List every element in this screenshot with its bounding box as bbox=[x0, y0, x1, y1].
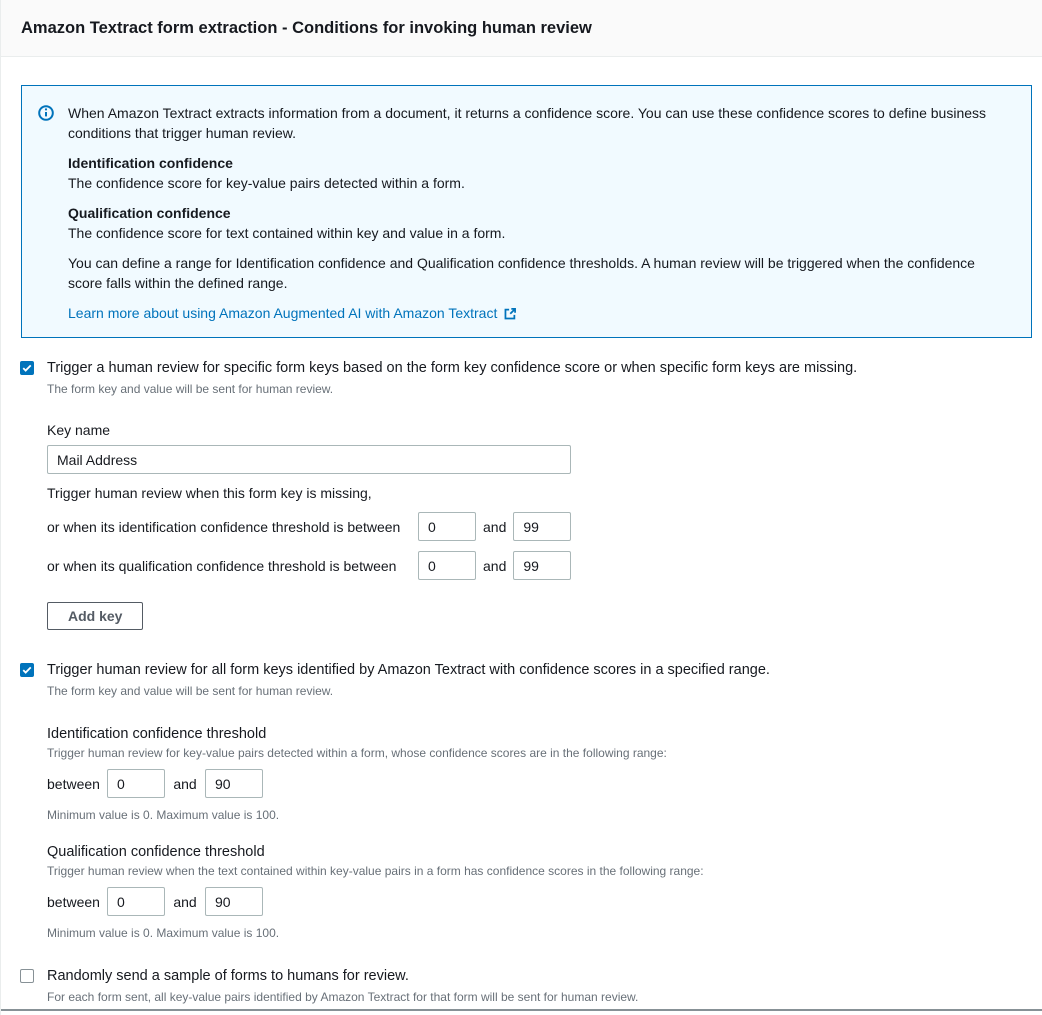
info-intro: When Amazon Textract extracts information from a document, it returns a confidence score. You can use these confidence scores to define business conditions that trigger human review. bbox=[68, 105, 987, 141]
learn-more-link[interactable] bbox=[68, 303, 517, 323]
all-identification-max-input[interactable] bbox=[205, 769, 263, 798]
specific-keys-checkbox-text bbox=[47, 358, 857, 397]
all-qualification-and-label: and bbox=[173, 893, 197, 910]
identification-threshold-group bbox=[47, 726, 1042, 822]
qualification-threshold-row bbox=[47, 887, 1042, 916]
all-identification-min-input[interactable] bbox=[107, 769, 165, 798]
random-sample-section bbox=[1, 966, 1042, 1005]
specific-keys-form bbox=[47, 422, 1042, 630]
qualification-row-text: or when its qualification confidence threshold is between bbox=[47, 557, 397, 574]
key-identification-min-input[interactable] bbox=[418, 512, 476, 541]
identification-threshold-heading: Identification confidence threshold bbox=[47, 726, 267, 742]
external-link-icon bbox=[503, 306, 517, 320]
qualification-range-row bbox=[47, 551, 1042, 580]
info-icon bbox=[38, 105, 54, 121]
qualification-confidence-heading: Qualification confidence bbox=[68, 205, 231, 221]
all-keys-checkbox[interactable] bbox=[20, 663, 34, 677]
all-qualification-min-input[interactable] bbox=[107, 887, 165, 916]
learn-more-link-label: Learn more about using Amazon Augmented AI with Amazon Textract bbox=[68, 305, 498, 321]
specific-keys-label: Trigger a human review for specific form keys based on the form key confidence score or when specific form keys are missing. bbox=[47, 360, 858, 376]
content-area bbox=[1, 57, 1042, 1009]
all-keys-description: The form key and value will be sent for human review. bbox=[47, 684, 334, 698]
page-header bbox=[1, 0, 1042, 57]
bottom-divider bbox=[1, 1009, 1042, 1011]
random-sample-checkbox[interactable] bbox=[20, 969, 34, 983]
identification-threshold-row bbox=[47, 769, 1042, 798]
qualification-threshold-description: Trigger human review when the text contained within key-value pairs in a form has confidence scores in the following range: bbox=[47, 864, 704, 878]
key-name-input[interactable] bbox=[47, 445, 571, 474]
specific-keys-section bbox=[1, 358, 1042, 630]
all-keys-checkbox-text bbox=[47, 660, 770, 699]
qualification-min-max-note: Minimum value is 0. Maximum value is 100. bbox=[47, 926, 280, 940]
random-sample-description: For each form sent, all key-value pairs identified by Amazon Textract for that form will be sent for human review. bbox=[47, 990, 639, 1004]
all-qualification-max-input[interactable] bbox=[205, 887, 263, 916]
random-sample-label: Randomly send a sample of forms to humans for review. bbox=[47, 968, 409, 984]
qualification-and-label: and bbox=[483, 557, 507, 574]
identification-threshold-description: Trigger human review for key-value pairs detected within a form, whose confidence scores are in the following range: bbox=[47, 746, 667, 760]
identification-row-text: or when its identification confidence threshold is between bbox=[47, 518, 401, 535]
identification-confidence-heading: Identification confidence bbox=[68, 155, 233, 171]
all-keys-label: Trigger human review for all form keys identified by Amazon Textract with confidence scores in a specified range. bbox=[47, 662, 770, 678]
identification-min-max-note: Minimum value is 0. Maximum value is 100. bbox=[47, 808, 280, 822]
missing-key-text: Trigger human review when this form key is missing, bbox=[47, 485, 372, 501]
qualification-threshold-group bbox=[47, 844, 1042, 940]
qualification-confidence-body: The confidence score for text contained within key and value in a form. bbox=[68, 225, 506, 241]
page-title: Amazon Textract form extraction - Conditions for invoking human review bbox=[21, 18, 592, 37]
qualification-threshold-heading: Qualification confidence threshold bbox=[47, 844, 265, 860]
specific-keys-description: The form key and value will be sent for human review. bbox=[47, 382, 334, 396]
add-key-button[interactable]: Add key bbox=[47, 602, 143, 630]
info-banner bbox=[21, 85, 1032, 338]
qualification-between-label: between bbox=[47, 893, 100, 910]
identification-between-label: between bbox=[47, 775, 100, 792]
range-note: You can define a range for Identification confidence and Qualification confidence thresholds. A human review will be triggered when the confidence score falls within the defined range. bbox=[68, 255, 975, 291]
info-content bbox=[68, 103, 1011, 323]
identification-and-label: and bbox=[483, 518, 507, 535]
specific-keys-checkbox[interactable] bbox=[20, 361, 34, 375]
key-qualification-max-input[interactable] bbox=[513, 551, 571, 580]
key-name-label: Key name bbox=[47, 422, 111, 438]
key-identification-max-input[interactable] bbox=[513, 512, 571, 541]
random-sample-checkbox-text bbox=[47, 966, 638, 1005]
all-identification-and-label: and bbox=[173, 775, 197, 792]
identification-range-row bbox=[47, 512, 1042, 541]
key-qualification-min-input[interactable] bbox=[418, 551, 476, 580]
all-keys-section bbox=[1, 660, 1042, 940]
identification-confidence-body: The confidence score for key-value pairs detected within a form. bbox=[68, 175, 465, 191]
